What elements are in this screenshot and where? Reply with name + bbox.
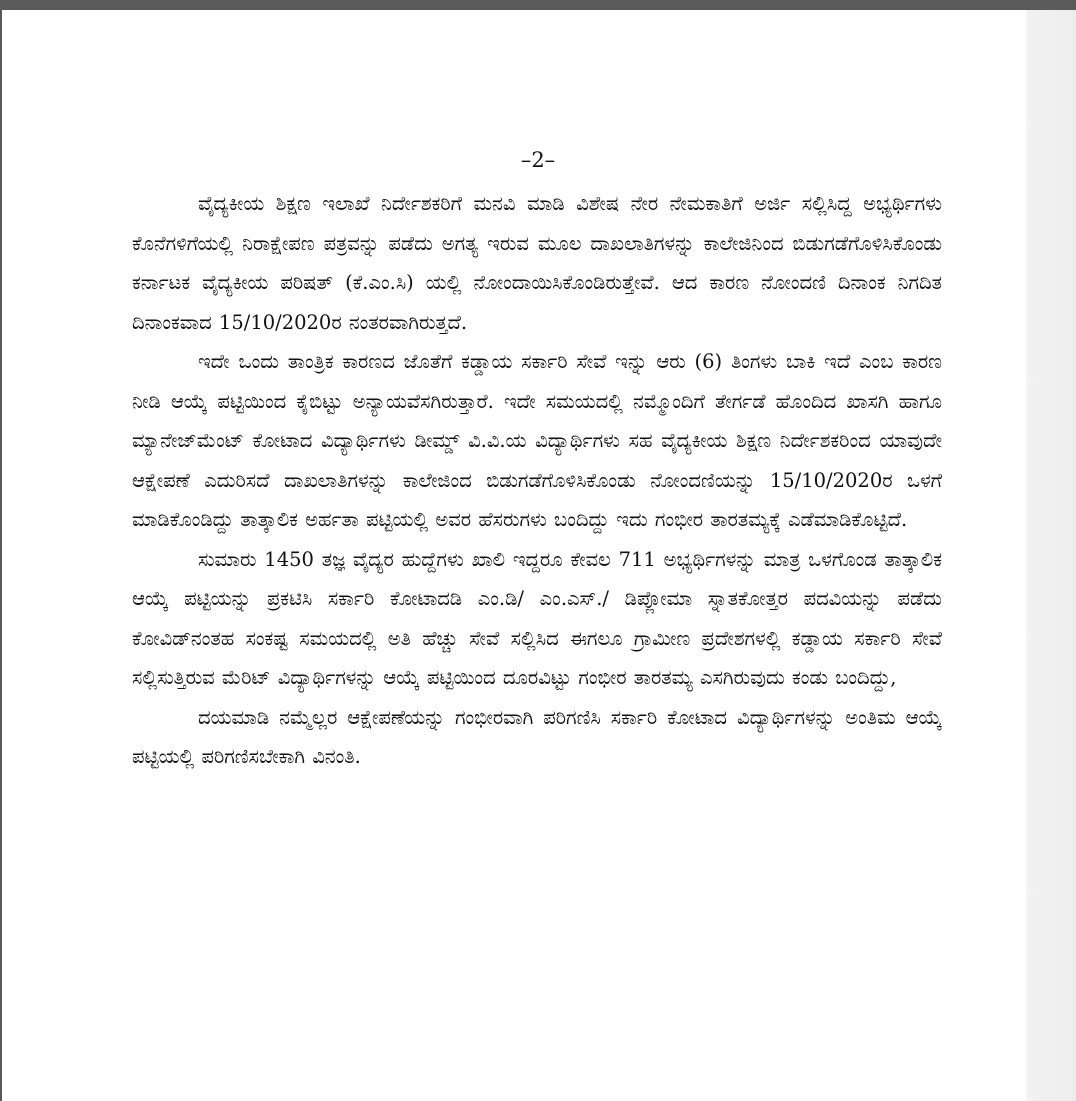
page-number: –2– <box>520 148 556 172</box>
viewer-right-gutter <box>1026 10 1076 1101</box>
document-page <box>2 10 1026 1101</box>
paragraph: ವೈದ್ಯಕೀಯ ಶಿಕ್ಷಣ ಇಲಾಖೆ ನಿರ್ದೇಶಕರಿಗೆ ಮನವಿ ಮಾಡಿ ವಿಶೇಷ ನೇರ ನೇಮಕಾತಿಗೆ ಅರ್ಜಿ ಸಲ್ಲಿಸಿದ್ದ ಅಭ್ಯರ್ಥಿಗಳು ಕೊನೆಗಳಿಗೆಯಲ್ಲಿ ನಿರಾಕ್ಷೇಪಣ ಪತ್ರವನ್ನು ಪಡೆದು ಅಗತ್ಯ ಇರುವ ಮೂಲ ದಾಖಲಾತಿಗಳನ್ನು ಕಾಲೇಜಿನಿಂದ ಬಿಡುಗಡೆಗೊಳಿಸಿಕೊಂಡು ಕರ್ನಾಟಕ ವೈದ್ಯಕೀಯ ಪರಿಷತ್ (ಕೆ.ಎಂ.ಸಿ) ಯಲ್ಲಿ ನೋಂದಾಯಿಸಿಕೊಂಡಿರುತ್ತೇವೆ. ಆದ ಕಾರಣ ನೋಂದಣಿ ದಿನಾಂಕ ನಿಗದಿತ ದಿನಾಂಕವಾದ 15/10/2020ರ ನಂತರವಾಗಿರುತ್ತದೆ. <box>132 192 942 334</box>
paragraph: ದಯಮಾಡಿ ನಮ್ಮೆಲ್ಲರ ಆಕ್ಷೇಪಣೆಯನ್ನು ಗಂಭೀರವಾಗಿ ಪರಿಗಣಿಸಿ ಸರ್ಕಾರಿ ಕೋಟಾದ ವಿದ್ಯಾರ್ಥಿಗಳನ್ನು ಅಂತಿಮ ಆಯ್ಕೆ ಪಟ್ಟಿಯಲ್ಲಿ ಪರಿಗಣಿಸಬೇಕಾಗಿ ವಿನಂತಿ. <box>132 705 942 768</box>
document-body <box>132 184 942 777</box>
paragraph: ಸುಮಾರು 1450 ತಜ್ಞ ವೈದ್ಯರ ಹುದ್ದೆಗಳು ಖಾಲಿ ಇದ್ದರೂ ಕೇವಲ 711 ಅಭ್ಯರ್ಥಿಗಳನ್ನು ಮಾತ್ರ ಒಳಗೊಂಡ ತಾತ್ಕಾಲಿಕ ಆಯ್ಕೆ ಪಟ್ಟಿಯನ್ನು ಪ್ರಕಟಿಸಿ ಸರ್ಕಾರಿ ಕೋಟಾದಡಿ ಎಂ.ಡಿ/ ಎಂ.ಎಸ್./ ಡಿಪ್ಲೋಮಾ ಸ್ನಾತಕೋತ್ತರ ಪದವಿಯನ್ನು ಪಡೆದು ಕೋವಿಡ್‌ನಂತಹ ಸಂಕಷ್ಟ ಸಮಯದಲ್ಲಿ ಅತಿ ಹೆಚ್ಚು ಸೇವೆ ಸಲ್ಲಿಸಿದ ಈಗಲೂ ಗ್ರಾಮೀಣ ಪ್ರದೇಶಗಳಲ್ಲಿ ಕಡ್ಡಾಯ ಸರ್ಕಾರಿ ಸೇವೆ ಸಲ್ಲಿಸುತ್ತಿರುವ ಮೆರಿಟ್ ವಿದ್ಯಾರ್ಥಿಗಳನ್ನು ಆಯ್ಕೆ ಪಟ್ಟಿಯಿಂದ ದೂರವಿಟ್ಟು ಗಂಭೀರ ತಾರತಮ್ಯ ಎಸಗಿರುವುದು ಕಂಡು ಬಂದಿದ್ದು, <box>132 547 942 689</box>
viewer-top-bar <box>0 0 1076 10</box>
paragraph: ಇದೇ ಒಂದು ತಾಂತ್ರಿಕ ಕಾರಣದ ಜೊತೆಗೆ ಕಡ್ಡಾಯ ಸರ್ಕಾರಿ ಸೇವೆ ಇನ್ನು ಆರು (6) ತಿಂಗಳು ಬಾಕಿ ಇದೆ ಎಂಬ ಕಾರಣ ನೀಡಿ ಆಯ್ಕೆ ಪಟ್ಟಿಯಿಂದ ಕೈಬಿಟ್ಟು ಅನ್ಯಾಯವೆಸಗಿರುತ್ತಾರೆ. ಇದೇ ಸಮಯದಲ್ಲಿ ನಮ್ಮೊಂದಿಗೆ ತೇರ್ಗಡೆ ಹೊಂದಿದ ಖಾಸಗಿ ಹಾಗೂ ಮ್ಯಾನೇಜ್‌ಮೆಂಟ್ ಕೋಟಾದ ವಿದ್ಯಾರ್ಥಿಗಳು ಡೀಮ್ಡ್ ವಿ.ವಿ.ಯ ವಿದ್ಯಾರ್ಥಿಗಳು ಸಹ ವೈದ್ಯಕೀಯ ಶಿಕ್ಷಣ ನಿರ್ದೇಶಕರಿಂದ ಯಾವುದೇ ಆಕ್ಷೇಪಣೆ ಎದುರಿಸದೆ ದಾಖಲಾತಿಗಳನ್ನು ಕಾಲೇಜಿಂದ ಬಿಡುಗಡೆಗೊಳಿಸಿಕೊಂಡು ನೋಂದಣಿಯನ್ನು 15/10/2020ರ ಒಳಗೆ ಮಾಡಿಕೊಂಡಿದ್ದು ತಾತ್ಕಾಲಿಕ ಅರ್ಹತಾ ಪಟ್ಟಿಯಲ್ಲಿ ಅವರ ಹೆಸರುಗಳು ಬಂದಿದ್ದು ಇದು ಗಂಭೀರ ತಾರತಮ್ಯಕ್ಕೆ ಎಡೆಮಾಡಿಕೊಟ್ಟಿದೆ. <box>132 350 942 531</box>
